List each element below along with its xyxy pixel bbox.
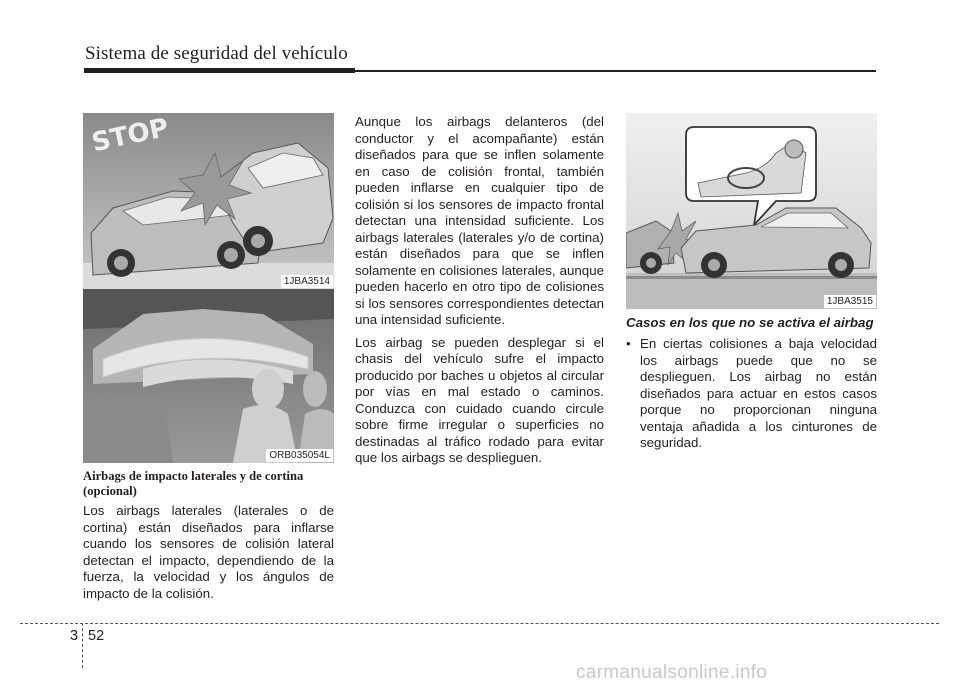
watermark-link[interactable]: carmanualsonline.info [576,662,768,683]
bullet-item [626,336,877,452]
column-3 [626,315,877,452]
figure-curtain-airbag [83,289,334,463]
paragraph: Aunque los airbags delanteros (del conductor y el acompañante) están diseñados para que se inflen solamente en caso de colisión frontal, también pueden inflarse en cualquier tipo de colisión si los sensores de impacto frontal detectan una intensidad suficiente. Los airbags laterales (laterales y/o de cortina) están diseñados para que se inflen solamente en colisiones laterales, aunque pueden hacerlo en otro tipo de colisiones si los sensores correspondientes detectan una intensidad suficiente. [355,114,604,327]
footer-divider [20,623,939,624]
figure-frontal-collision [626,113,877,309]
figure-code: 1JBA3515 [824,295,876,308]
page-number: 52 [88,628,105,644]
footer-vertical-divider [82,623,83,668]
stop-road-marking: STOP [89,113,172,159]
column-2 [355,114,604,473]
figure-side-collision [83,113,334,289]
frontal-collision-illustration [626,113,877,309]
side-collision-illustration [83,113,334,289]
figure-code: ORB035054L [266,449,333,462]
section-heading: Casos en los que no se activa el airbag [626,315,874,330]
bullet-marker: • [626,336,631,351]
paragraph: Los airbags laterales (laterales o de cortina) están diseñados para inflarse cuando los sensores de colisión lateral detectan el impacto, dependiendo de la fuerza, la velocidad y los ángulos de impacto de la colisión. [83,503,334,601]
column-1 [83,469,334,608]
chapter-number: 3 [70,628,79,644]
section-heading: Airbags de impacto laterales y de cortina (opcional) [83,469,304,498]
figure-code: 1JBA3514 [281,275,333,288]
header-rule-thin [355,70,876,72]
header-title: Sistema de seguridad del vehículo [85,43,348,64]
header-rule-thick [84,68,355,73]
paragraph: Los airbag se pueden desplegar si el chasis del vehículo sufre el impacto producido por baches u objetos al circular por vías en mal estado o caminos. Conduzca con cuidado cuando circule sobre firme irregular o superficies no destinadas al tráfico rodado para evitar que los airbags se desplieguen. [355,334,604,465]
bullet-text: En ciertas colisiones a baja velocidad los airbags puede que no se desplieguen. Los airbag no están diseñados para actuar en estos casos porque no proporcionan ninguna ventaja añadida a los cinturones de seguridad. [640,336,877,450]
curtain-airbag-illustration [83,289,334,463]
